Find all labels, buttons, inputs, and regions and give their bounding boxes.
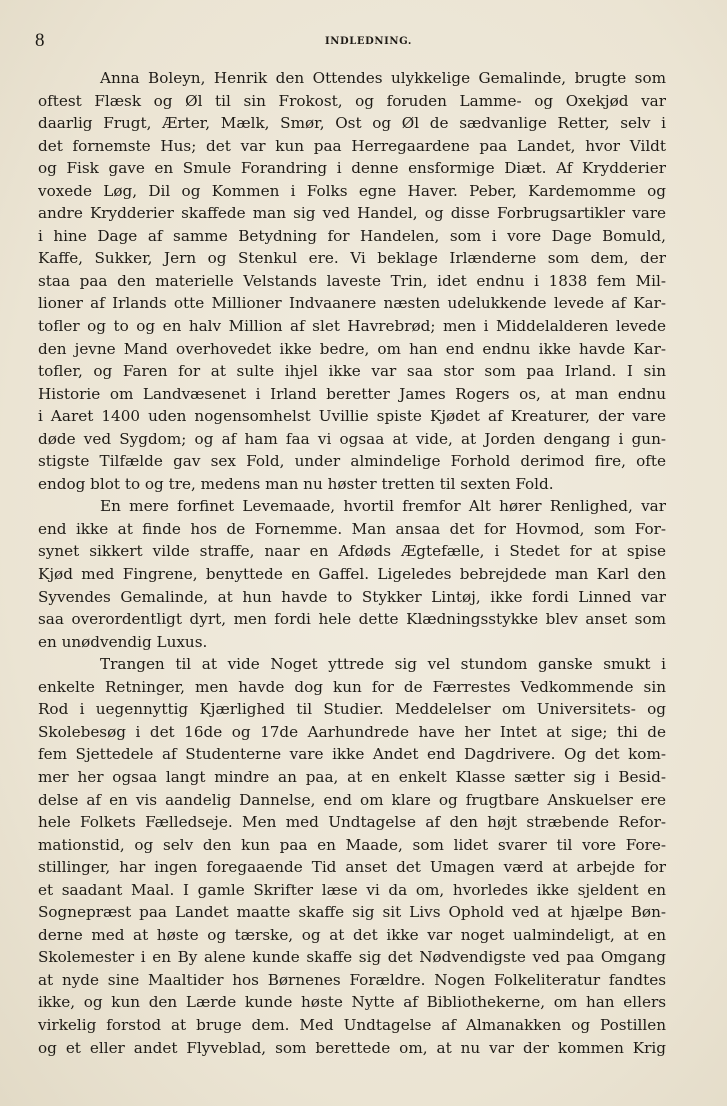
text-line: delse af en vis aandelig Dannelse, end om klare og frugtbare Anskuelser ere [38,790,666,809]
running-head: INDLEDNING. [324,36,413,47]
text-line: hele Folkets Fælledseje. Men med Undtagelse af den højt stræbende Refor- [38,813,666,832]
text-line: mer her ogsaa langt mindre an paa, at en enkelt Klasse sætter sig i Besid- [38,767,666,786]
text-line: Historie om Landvæsenet i Irland beretter James Rogers os, at man endnu [38,384,666,403]
text-line: Trangen til at vide Noget yttrede sig vel stundom ganske smukt i [100,655,666,674]
text-line: og Fisk gave en Smule Forandring i denne ensformige Diæt. Af Krydderier [38,159,666,178]
text-line: Kjød med Fingrene, benyttede en Gaffel. Ligeledes bebrejdede man Karl den [38,565,666,584]
text-line: døde ved Sygdom; og af ham faa vi ogsaa at vide, at Jorden dengang i gun- [38,429,666,448]
text-line: voxede Løg, Dil og Kommen i Folks egne Haver. Peber, Kardemomme og [38,181,666,200]
text-line: synet sikkert vilde straffe, naar en Afdøds Ægtefælle, i Stedet for at spise [38,542,666,561]
text-line: i Aaret 1400 uden nogensomhelst Uvillie spiste Kjødet af Kreaturer, der vare [38,407,666,426]
text-line: oftest Flæsk og Øl til sin Frokost, og foruden Lamme- og Oxekjød var [38,91,666,110]
text-line: daarlig Frugt, Ærter, Mælk, Smør, Ost og Øl de sædvanlige Retter, selv i [38,114,666,133]
text-line: end ikke at finde hos de Fornemme. Man ansaa det for Hovmod, som For- [38,519,666,538]
text-line: tofler, og Faren for at sulte ihjel ikke var saa stor som paa Irland. I sin [38,362,666,381]
text-line: fem Sjettedele af Studenterne vare ikke Andet end Dagdrivere. Og det kom- [38,745,666,764]
text-line: En mere forfinet Levemaade, hvortil fremfor Alt hører Renlighed, var [100,497,666,516]
text-line: mationstid, og selv den kun paa en Maade, som lidet svarer til vore Fore- [38,835,666,854]
text-line: at nyde sine Maaltider hos Børnenes Forældre. Nogen Folkeliteratur fandtes [38,970,666,989]
text-line: stigste Tilfælde gav sex Fold, under almindelige Forhold derimod fire, ofte [38,452,666,471]
body-text [38,67,666,1059]
text-line: den jevne Mand overhovedet ikke bedre, om han end endnu ikke havde Kar- [38,339,666,358]
page-number: 8 [35,30,45,51]
text-line: staa paa den materielle Velstands laveste Trin, idet endnu i 1838 fem Mil- [38,271,666,290]
text-line: Sognepræst paa Landet maatte skaffe sig sit Livs Ophold ved at hjælpe Bøn- [38,903,666,922]
text-line: virkelig forstod at bruge dem. Med Undtagelse af Almanakken og Postillen [38,1015,666,1034]
text-line: og et eller andet Flyveblad, som berettede om, at nu var der kommen Krig [38,1038,666,1057]
text-line: i hine Dage af samme Betydning for Handelen, som i vore Dage Bomuld, [38,226,666,245]
text-line: Anna Boleyn, Henrik den Ottendes ulykkelige Gemalinde, brugte som [100,69,666,87]
text-line: enkelte Retninger, men havde dog kun for de Færrestes Vedkommende sin [38,677,666,696]
text-line: Rod i uegennyttig Kjærlighed til Studier. Meddelelser om Universitets- og [38,700,666,719]
text-line: derne med at høste og tærske, og at det ikke var noget ualmindeligt, at en [38,925,666,944]
text-line: Skolebesøg i det 16de og 17de Aarhundrede have her Intet at sige; thi de [38,722,666,741]
text-line: endog blot to og tre, medens man nu høster tretten til sexten Fold. [38,474,554,493]
text-line: Syvendes Gemalinde, at hun havde to Stykker Lintøj, ikke fordi Linned var [38,587,666,606]
text-line: lioner af Irlands otte Millioner Indvaanere næsten udelukkende levede af Kar- [38,294,666,313]
text-line: saa overordentligt dyrt, men fordi hele dette Klædningsstykke blev anset som [38,610,666,629]
text-line: en unødvendig Luxus. [38,632,208,651]
text-line: andre Krydderier skaffede man sig ved Handel, og disse Forbrugsartikler vare [38,204,666,223]
text-line: et saadant Maal. I gamle Skrifter læse vi da om, hvorledes ikke sjeldent en [38,880,666,899]
text-line: stillinger, har ingen foregaaende Tid anset det Umagen værd at arbejde for [38,858,666,877]
text-line: Skolemester i en By alene kunde skaffe sig det Nødvendigste ved paa Omgang [38,948,666,967]
text-line: det fornemste Hus; det var kun paa Herregaardene paa Landet, hvor Vildt [38,136,666,155]
text-line: ikke, og kun den Lærde kunde høste Nytte af Bibliothekerne, om han ellers [38,993,666,1012]
text-line: tofler og to og en halv Million af slet Havrebrød; men i Middelalderen levede [38,317,666,336]
text-line: Kaffe, Sukker, Jern og Stenkul ere. Vi beklage Irlænderne som dem, der [38,249,666,268]
